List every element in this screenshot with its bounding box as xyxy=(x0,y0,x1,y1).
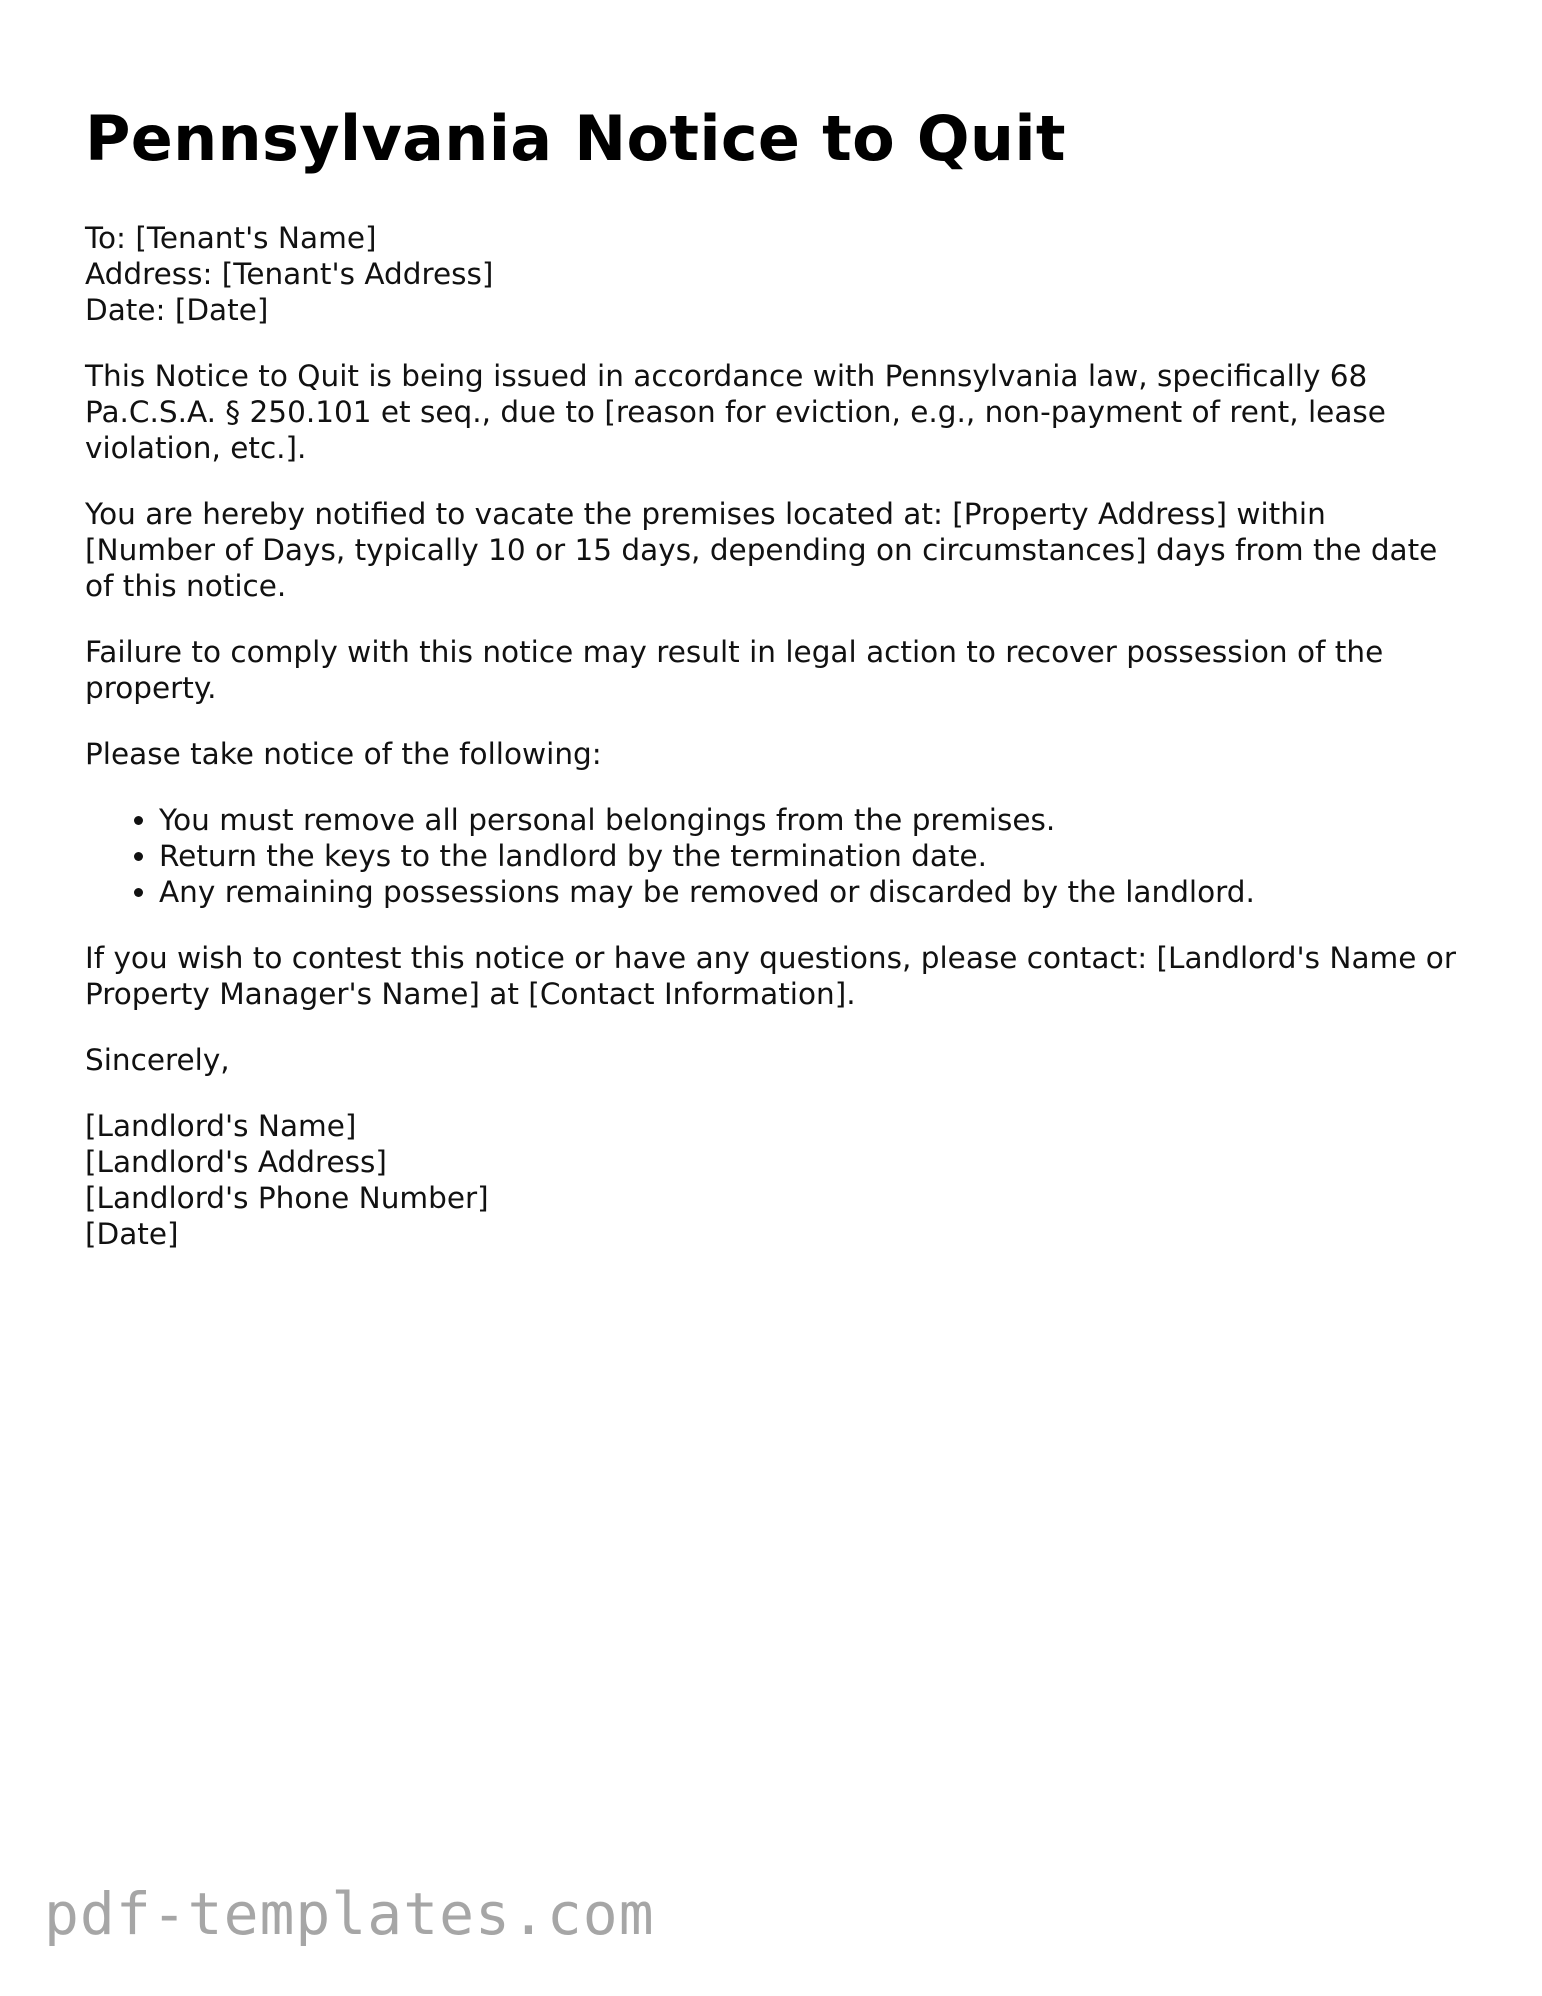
watermark: pdf-templates.com xyxy=(44,1880,655,1948)
vacate-paragraph: You are hereby notified to vacate the premises located at: [Property Address] within [Number of Days, typically 10 or 15 days, depending on circumstances] days from the date of this notice. xyxy=(85,497,1438,604)
signature-block xyxy=(85,1108,1465,1252)
signature-date: [Date] xyxy=(85,1217,179,1252)
notice-intro-paragraph: Please take notice of the following: xyxy=(85,737,602,772)
recipient-name: To: [Tenant's Name] xyxy=(85,221,377,256)
requirements-list xyxy=(85,802,1465,910)
list-item: • Return the keys to the landlord by the termination date. xyxy=(159,838,1465,874)
landlord-phone: [Landlord's Phone Number] xyxy=(85,1181,489,1216)
list-item: • Any remaining possessions may be removed or discarded by the landlord. xyxy=(159,874,1465,910)
landlord-address: [Landlord's Address] xyxy=(85,1145,387,1180)
list-item: • You must remove all personal belongings from the premises. xyxy=(159,802,1465,838)
failure-paragraph: Failure to comply with this notice may result in legal action to recover possession of the property. xyxy=(85,635,1384,706)
page-title: Pennsylvania Notice to Quit xyxy=(85,102,1066,175)
recipient-header xyxy=(85,220,1465,328)
contact-paragraph: If you wish to contest this notice or have any questions, please contact: [Landlord's Name or Property Manager's Name] at [Contact Information]. xyxy=(85,941,1456,1012)
closing: Sincerely, xyxy=(85,1043,230,1078)
intro-paragraph: This Notice to Quit is being issued in accordance with Pennsylvania law, specifically 68 Pa.C.S.A. § 250.101 et seq., due to [reason for eviction, e.g., non-payment of rent, lease violation, etc.]. xyxy=(85,359,1386,466)
landlord-name: [Landlord's Name] xyxy=(85,1109,357,1144)
notice-date: Date: [Date] xyxy=(85,293,269,328)
recipient-address: Address: [Tenant's Address] xyxy=(85,257,494,292)
notice-page xyxy=(85,102,1465,1282)
